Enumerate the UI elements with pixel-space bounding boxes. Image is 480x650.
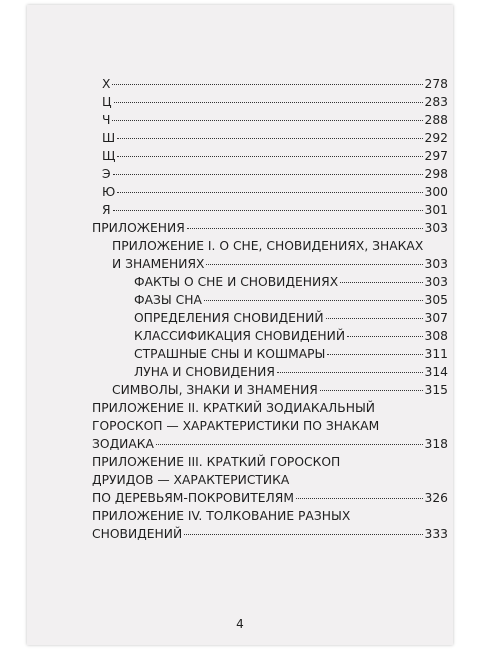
dot-leader <box>206 264 422 265</box>
toc-entry-title: ОПРЕДЕЛЕНИЯ СНОВИДЕНИЙ <box>134 311 324 325</box>
toc-entry-appendix-2[interactable] <box>92 399 448 453</box>
dot-leader <box>113 210 423 211</box>
toc-entry-title: ЛУНА И СНОВИДЕНИЯ <box>134 365 275 379</box>
toc-entry-letter[interactable] <box>92 183 448 201</box>
toc-entry-page: 308 <box>424 329 448 343</box>
dot-leader <box>326 318 423 319</box>
toc-entry-title-line: ПРИЛОЖЕНИЕ III. КРАТКИЙ ГОРОСКОП <box>92 455 341 469</box>
toc-entry-letter[interactable] <box>92 129 448 147</box>
toc-entry-title: ФАЗЫ СНА <box>134 293 202 307</box>
toc-entry-title-line: ПО ДЕРЕВЬЯМ-ПОКРОВИТЕЛЯМ <box>92 491 294 505</box>
toc-entry-page: 305 <box>424 293 448 307</box>
toc-entry-subsection[interactable] <box>92 345 448 363</box>
toc-entry-title-line: ПРИЛОЖЕНИЕ II. КРАТКИЙ ЗОДИАКАЛЬНЫЙ <box>92 401 376 415</box>
dot-leader <box>117 156 422 157</box>
toc-entry-title: Ю <box>102 185 116 199</box>
toc-entry-page: 292 <box>424 131 448 145</box>
toc-entry-page: 314 <box>424 365 448 379</box>
toc-entry-title: СТРАШНЫЕ СНЫ И КОШМАРЫ <box>134 347 326 361</box>
toc-entry-letter[interactable] <box>92 201 448 219</box>
toc-entry-title: Э <box>102 167 111 181</box>
toc-entry-title-line: ГОРОСКОП — ХАРАКТЕРИСТИКИ ПО ЗНАКАМ <box>92 419 380 433</box>
toc-entry-page: 307 <box>424 311 448 325</box>
toc-entry-appendices[interactable] <box>92 219 448 237</box>
dot-leader <box>277 372 423 373</box>
dot-leader <box>113 174 423 175</box>
dot-leader <box>204 300 423 301</box>
toc-entry-page: 278 <box>424 77 448 91</box>
toc-entry-appendix-4[interactable] <box>92 507 448 543</box>
toc-entry-title: Щ <box>102 149 116 163</box>
toc-entry-title: КЛАССИФИКАЦИЯ СНОВИДЕНИЙ <box>134 329 346 343</box>
toc-entry-subsection[interactable] <box>92 273 448 291</box>
toc-entry-title-line: СНОВИДЕНИЙ <box>92 527 183 541</box>
toc-entry-page: 300 <box>424 185 448 199</box>
toc-entry-subsection[interactable] <box>92 309 448 327</box>
toc-entry-title: Ч <box>102 113 111 127</box>
toc-entry-letter[interactable] <box>92 111 448 129</box>
toc-entry-title-line: ПРИЛОЖЕНИЕ I. О СНЕ, СНОВИДЕНИЯХ, ЗНАКАХ <box>112 239 424 253</box>
toc-entry-subsection[interactable] <box>92 291 448 309</box>
toc-entry-title: Я <box>102 203 111 217</box>
toc-entry-title: Ц <box>102 95 112 109</box>
toc-entry-page: 303 <box>424 257 448 271</box>
toc-entry-subsection[interactable] <box>92 327 448 345</box>
toc-entry-title: Х <box>102 77 111 91</box>
dot-leader <box>327 354 422 355</box>
dot-leader <box>320 390 423 391</box>
dot-leader <box>117 192 422 193</box>
dot-leader <box>184 534 422 535</box>
toc-entry-letter[interactable] <box>92 93 448 111</box>
book-page <box>27 5 453 645</box>
toc-entry-page: 303 <box>424 221 448 235</box>
toc-entry-page: 315 <box>424 383 448 397</box>
toc-entry-title: Ш <box>102 131 116 145</box>
toc-entry-title: СИМВОЛЫ, ЗНАКИ И ЗНАМЕНИЯ <box>112 383 318 397</box>
dot-leader <box>112 84 422 85</box>
toc-entry-title-line: ДРУИДОВ — ХАРАКТЕРИСТИКА <box>92 473 290 487</box>
toc-entry-letter[interactable] <box>92 147 448 165</box>
toc-entry-page: 297 <box>424 149 448 163</box>
toc-entry-letter[interactable] <box>92 75 448 93</box>
dot-leader <box>117 138 422 139</box>
dot-leader <box>156 444 423 445</box>
dot-leader <box>114 102 423 103</box>
dot-leader <box>112 120 422 121</box>
toc-entry-page: 333 <box>424 527 448 541</box>
dot-leader <box>340 282 422 283</box>
toc-entry-title-line: ЗОДИАКА <box>92 437 154 451</box>
toc-entry-page: 311 <box>424 347 448 361</box>
toc-entry-subsection[interactable] <box>92 363 448 381</box>
toc-entry-page: 283 <box>424 95 448 109</box>
toc-entry-letter[interactable] <box>92 165 448 183</box>
toc-entry-page: 301 <box>424 203 448 217</box>
dot-leader <box>187 228 423 229</box>
toc-entry-page: 326 <box>424 491 448 505</box>
toc-entry-page: 318 <box>424 437 448 451</box>
dot-leader <box>296 498 423 499</box>
table-of-contents <box>92 75 448 543</box>
page-number: 4 <box>236 617 244 631</box>
toc-entry-title: ФАКТЫ О СНЕ И СНОВИДЕНИЯХ <box>134 275 339 289</box>
dot-leader <box>347 336 422 337</box>
toc-entry-appendix-1[interactable] <box>92 237 448 273</box>
toc-entry-page: 303 <box>424 275 448 289</box>
toc-entry-title-line: И ЗНАМЕНИЯХ <box>112 257 205 271</box>
toc-entry-appendix-3[interactable] <box>92 453 448 507</box>
toc-entry-title-line: ПРИЛОЖЕНИЕ IV. ТОЛКОВАНИЕ РАЗНЫХ <box>92 509 351 523</box>
toc-entry-page: 298 <box>424 167 448 181</box>
toc-entry-page: 288 <box>424 113 448 127</box>
toc-entry-subsection[interactable] <box>92 381 448 399</box>
toc-entry-title: ПРИЛОЖЕНИЯ <box>92 221 185 235</box>
